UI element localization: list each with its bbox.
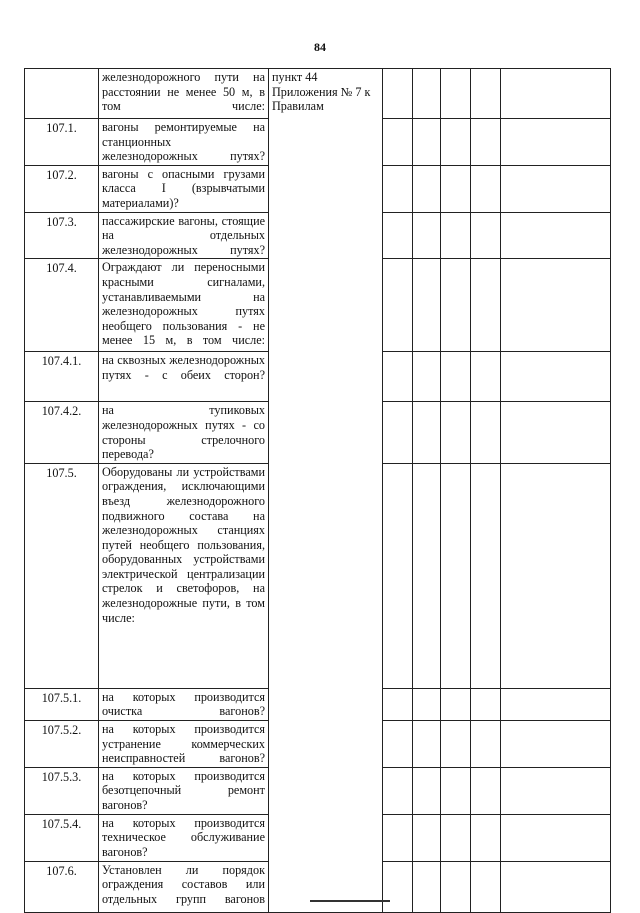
answer-cell: [383, 352, 413, 402]
answer-cell: [501, 814, 611, 861]
answer-cell: [471, 119, 501, 166]
item-number: 107.5.2.: [25, 720, 99, 767]
item-number: 107.5.1.: [25, 688, 99, 720]
item-number: 107.4.1.: [25, 352, 99, 402]
question-text: Ограждают ли переносными красными сигналами, устанавливаемыми на железнодорожных путях необщего пользования - не менее 15 м, в том числе:: [99, 259, 269, 352]
answer-cell: [383, 463, 413, 688]
answer-cell: [383, 720, 413, 767]
answer-cell: [501, 165, 611, 212]
item-number: [25, 69, 99, 119]
answer-cell: [413, 212, 441, 259]
answer-cell: [383, 119, 413, 166]
answer-cell: [383, 767, 413, 814]
answer-cell: [471, 402, 501, 463]
answer-cell: [501, 119, 611, 166]
question-text: на сквозных железнодорожных путях - с обеих сторон?: [99, 352, 269, 402]
answer-cell: [413, 814, 441, 861]
answer-cell: [471, 688, 501, 720]
answer-cell: [413, 352, 441, 402]
answer-cell: [441, 814, 471, 861]
answer-cell: [413, 767, 441, 814]
answer-cell: [413, 720, 441, 767]
answer-cell: [441, 688, 471, 720]
answer-cell: [441, 69, 471, 119]
item-number: 107.2.: [25, 165, 99, 212]
answer-cell: [471, 720, 501, 767]
answer-cell: [501, 259, 611, 352]
checklist-table: [24, 68, 611, 913]
answer-cell: [413, 463, 441, 688]
answer-cell: [413, 688, 441, 720]
answer-cell: [441, 212, 471, 259]
answer-cell: [501, 402, 611, 463]
answer-cell: [441, 259, 471, 352]
answer-cell: [471, 767, 501, 814]
answer-cell: [413, 69, 441, 119]
answer-cell: [383, 212, 413, 259]
answer-cell: [501, 352, 611, 402]
answer-cell: [383, 165, 413, 212]
answer-cell: [441, 402, 471, 463]
question-text: пассажирские вагоны, стоящие на отдельных железнодорожных путях?: [99, 212, 269, 259]
legal-reference: пункт 44 Приложения № 7 к Правилам: [269, 69, 383, 913]
answer-cell: [471, 165, 501, 212]
question-text: вагоны с опасными грузами класса I (взрывчатыми материалами)?: [99, 165, 269, 212]
page-number: 84: [314, 40, 326, 54]
answer-cell: [501, 767, 611, 814]
question-text: Оборудованы ли устройствами ограждения, исключающими въезд железнодорожного подвижного состава на железнодорожных станциях путей необщего пользования, оборудованных устройствами электрической централизации стрелок и светофоров, на железнодорожные пути, в том числе:: [99, 463, 269, 688]
answer-cell: [383, 402, 413, 463]
question-text: на которых производится устранение коммерческих неисправностей вагонов?: [99, 720, 269, 767]
answer-cell: [383, 688, 413, 720]
answer-cell: [413, 259, 441, 352]
item-number: 107.1.: [25, 119, 99, 166]
answer-cell: [441, 119, 471, 166]
answer-cell: [413, 119, 441, 166]
answer-cell: [413, 165, 441, 212]
answer-cell: [471, 69, 501, 119]
item-number: 107.5.3.: [25, 767, 99, 814]
question-text: вагоны ремонтируемые на станционных железнодорожных путях?: [99, 119, 269, 166]
answer-cell: [501, 688, 611, 720]
item-number: 107.4.2.: [25, 402, 99, 463]
answer-cell: [413, 402, 441, 463]
answer-cell: [441, 463, 471, 688]
answer-cell: [501, 720, 611, 767]
answer-cell: [471, 212, 501, 259]
answer-cell: [501, 69, 611, 119]
item-number: 107.3.: [25, 212, 99, 259]
answer-cell: [501, 463, 611, 688]
question-text: на которых производится очистка вагонов?: [99, 688, 269, 720]
answer-cell: [441, 352, 471, 402]
answer-cell: [383, 814, 413, 861]
answer-cell: [471, 352, 501, 402]
answer-cell: [471, 259, 501, 352]
item-number: 107.5.: [25, 463, 99, 688]
table-row: [25, 69, 611, 119]
question-text: на тупиковых железнодорожных путях - со стороны стрелочного перевода?: [99, 402, 269, 463]
answer-cell: [383, 69, 413, 119]
item-number: 107.6.: [25, 861, 99, 912]
answer-cell: [501, 212, 611, 259]
question-text: на которых производится техническое обслуживание вагонов?: [99, 814, 269, 861]
answer-cell: [471, 814, 501, 861]
item-number: 107.4.: [25, 259, 99, 352]
item-number: 107.5.4.: [25, 814, 99, 861]
answer-cell: [441, 767, 471, 814]
page-bottom-mark: [310, 900, 390, 905]
answer-cell: [441, 720, 471, 767]
question-text: железнодорожного пути на расстоянии не менее 50 м, в том числе:: [99, 69, 269, 119]
answer-cell: [471, 463, 501, 688]
question-text: Установлен ли порядок ограждения составов или отдельных групп вагонов: [99, 861, 269, 912]
question-text: на которых производится безотцепочный ремонт вагонов?: [99, 767, 269, 814]
answer-cell: [383, 259, 413, 352]
answer-cell: [441, 165, 471, 212]
